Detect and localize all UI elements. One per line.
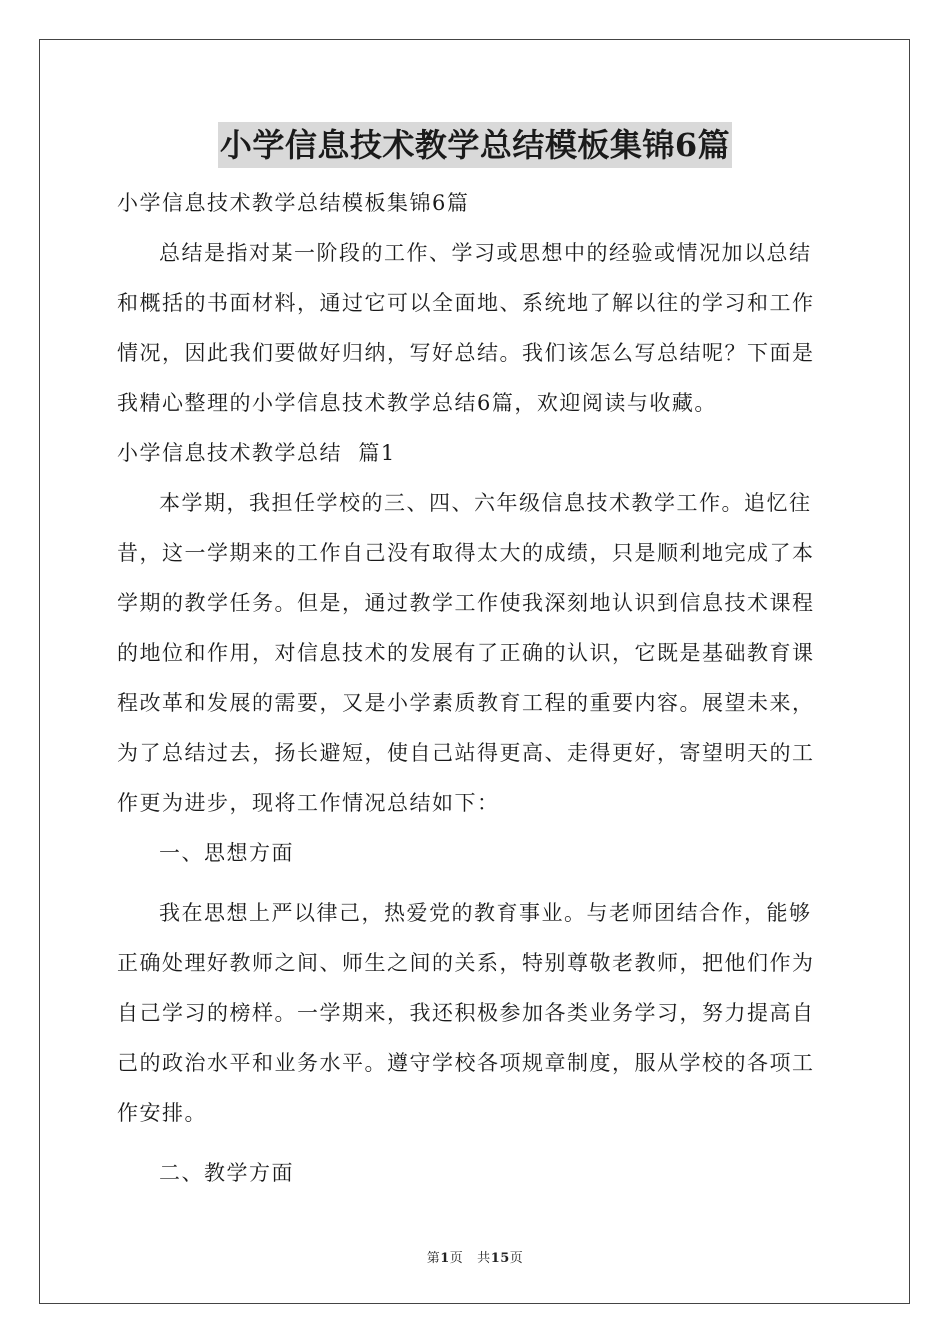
page-number: 1 (440, 1251, 450, 1266)
subtitle-line: 小学信息技术教学总结模板集锦6篇 (117, 191, 470, 215)
spacer (117, 878, 833, 888)
document-body (117, 178, 833, 1198)
spacer (117, 1138, 833, 1148)
total-prefix: 共 (477, 1251, 491, 1266)
total-unit: 页 (509, 1251, 524, 1266)
section-heading: 小学信息技术教学总结 篇1 (117, 441, 396, 465)
total-pages: 15 (490, 1251, 510, 1266)
page-footer (0, 1247, 950, 1266)
page-prefix: 第 (426, 1251, 441, 1266)
intro-paragraph: 总结是指对某一阶段的工作、学习或思想中的经验或情况加以总结和概括的书面材料，通过它可以全面地、系统地了解以往的学习和工作情况，因此我们要做好归纳，写好总结。我们该怎么写总结呢？下面是我精心整理的小学信息技术教学总结6篇，欢迎阅读与收藏。 (117, 241, 815, 415)
page-unit: 页 (449, 1251, 464, 1266)
title-area (0, 122, 950, 168)
document-title: 小学信息技术教学总结模板集锦6篇 (218, 122, 732, 168)
heading-thought: 一、思想方面 (159, 841, 294, 865)
heading-teaching: 二、教学方面 (159, 1161, 294, 1185)
body-paragraph-2: 我在思想上严以律己，热爱党的教育事业。与老师团结合作，能够正确处理好教师之间、师生之间的关系，特别尊敬老教师，把他们作为自己学习的榜样。一学期来，我还积极参加各类业务学习，努力提高自己的政治水平和业务水平。遵守学校各项规章制度，服从学校的各项工作安排。 (117, 901, 815, 1125)
body-paragraph-1: 本学期，我担任学校的三、四、六年级信息技术教学工作。追忆往昔，这一学期来的工作自己没有取得太大的成绩，只是顺利地完成了本学期的教学任务。但是，通过教学工作使我深刻地认识到信息技术课程的地位和作用，对信息技术的发展有了正确的认识，它既是基础教育课程改革和发展的需要，又是小学素质教育工程的重要内容。展望未来，为了总结过去，扬长避短，使自己站得更高、走得更好，寄望明天的工作更为进步，现将工作情况总结如下： (117, 491, 815, 815)
